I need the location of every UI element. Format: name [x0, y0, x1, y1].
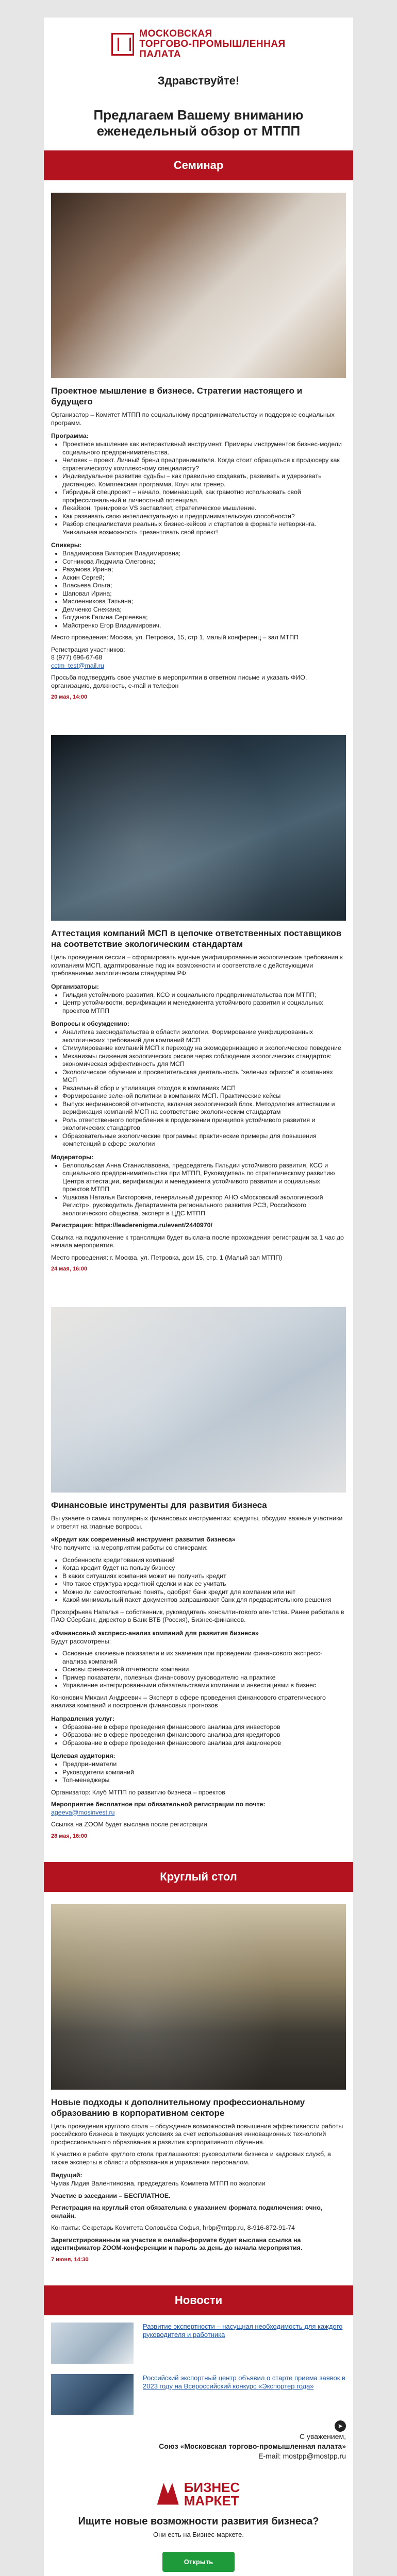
- list-item: • Аналитика законодательства в области экологии. Формирование унифицированных экологических требований для компаний МСП: [62, 1028, 346, 1044]
- news-thumb[interactable]: [51, 2374, 134, 2415]
- reg-link-text[interactable]: Регистрация: https://leaderenigma.ru/event/2440970/: [51, 1222, 213, 1229]
- free-note: Мероприятие бесплатное при обязательной регистрации по почте:: [51, 1801, 266, 1808]
- telegram-icon[interactable]: ➤: [335, 2420, 346, 2432]
- event-note: Просьба подтвердить свое участие в мероприятии в ответном письме и указать ФИО, организацию, должность, e-mail и телефон: [51, 674, 307, 689]
- list-item: • Основы финансовой отчетности компании: [62, 1666, 346, 1674]
- bm-logo-line: МАРКЕТ: [184, 2493, 239, 2509]
- event-date: 20 мая, 14:00: [51, 694, 88, 700]
- section-seminar: Семинар: [44, 150, 353, 180]
- list-item: • Какой минимальный пакет документов запрашивают банк для предварительного решения: [62, 1596, 346, 1604]
- list-item: • Шаповал Ирина;: [62, 590, 346, 598]
- list-item: • Аскин Сергей;: [62, 574, 346, 582]
- list-item: • Сотникова Людмила Олеговна;: [62, 558, 346, 566]
- list-item: • Механизмы снижения экологических рисков через соблюдение экологических стандартов: экономическая эффективность для МСП: [62, 1053, 346, 1069]
- event-organizer: Организатор: Клуб МТПП по развитию бизнеса – проектов: [51, 1788, 225, 1796]
- news-item: [44, 2367, 353, 2418]
- list-item: • Образование в сфере проведения финансового анализа для инвесторов: [62, 1723, 346, 1732]
- moderators-list: [62, 1162, 346, 1218]
- sub-label: Что получите на мероприятии работы со спикерами:: [51, 1544, 208, 1551]
- list-item: • Центр устойчивости, верификации и менеджмента устойчивого развития и социальных проектов МТПП: [62, 999, 346, 1015]
- list-item: • Управление интегрированными обязательствами компании и инвестициями в бизнес: [62, 1682, 346, 1690]
- event-date: 28 мая, 16:00: [51, 1833, 88, 1839]
- email-link[interactable]: ageeva@mosinvest.ru: [51, 1808, 115, 1816]
- label: «Финансовый экспресс-анализ компаний для развития бизнеса»: [51, 1629, 259, 1637]
- list-item: • Формирование зеленой политики в компаниях МСП. Практические кейсы: [62, 1092, 346, 1100]
- sub-label: Будут рассмотрены:: [51, 1637, 111, 1645]
- sign-line[interactable]: E-mail: mostpp@mostpp.ru: [258, 2451, 346, 2460]
- event-title[interactable]: Проектное мышление в бизнесе. Стратегии настоящего и будущего: [51, 386, 303, 406]
- event-photo[interactable]: [51, 193, 346, 378]
- logo-text: [139, 29, 285, 60]
- event-organizer: Организатор – Комитет МТПП по социальному предпринимательству и поддержке социальных программ.: [51, 411, 335, 427]
- free-note: Участие в заседании – БЕСПЛАТНОЕ.: [51, 2192, 171, 2199]
- event-date: 24 мая, 16:00: [51, 1266, 88, 1272]
- email-body: [44, 0, 353, 2576]
- event-intro: Вы узнаете о самых популярных финансовых инструментах: кредиты, обсудим важные участники и ответят на главные вопросы.: [51, 1515, 343, 1530]
- logo-line: МОСКОВСКАЯ: [139, 28, 212, 39]
- list-item: • Богданов Галина Сергеевна;: [62, 614, 346, 622]
- event-card: [44, 1295, 353, 1862]
- list-item: • Власьева Ольга;: [62, 582, 346, 590]
- event-reg: [51, 2204, 346, 2220]
- list-item: • Ушакова Наталья Викторовна, генеральный директор АНО «Московский экологический Регистр», руководитель Департамента регионального развития РСЭ, Российского экологического общества, эксперт в ЦДС МТПП: [62, 1194, 346, 1218]
- program-list: [62, 440, 346, 536]
- event-contacts: Контакты: Секретарь Комитета Соловьёва Софья, hrbp@mtpp.ru, 8-916-872-91-74: [51, 2224, 295, 2231]
- reg-label: Регистрация участников:: [51, 646, 125, 653]
- list-item: • Когда кредит будет на пользу бизнесу: [62, 1564, 346, 1572]
- label: Вопросы к обсуждению:: [51, 1020, 129, 1027]
- event-place: Место проведения: г. Москва, ул. Петровка, дом 15, стр. 1 (Малый зал МТПП): [51, 1253, 283, 1261]
- list-item: • Топ-менеджеры: [62, 1776, 346, 1785]
- business-market-icon: [157, 2483, 179, 2505]
- label: Направления услуг:: [51, 1715, 114, 1722]
- event-title[interactable]: Финансовые инструменты для развития бизнеса: [51, 1500, 267, 1510]
- list-item: • Лекайзон, тренировки VS заставляет, стратегическое мышление.: [62, 504, 346, 513]
- open-button[interactable]: Открыть: [162, 2552, 235, 2572]
- label: Модераторы:: [51, 1153, 94, 1161]
- signature: [44, 2418, 353, 2472]
- speaker: Кононович Михаил Андреевич – Эксперт в сфере проведения финансового стратегического анализа компаний и построения финансовых прогнозов: [51, 1693, 326, 1709]
- event-photo[interactable]: [51, 1904, 346, 2090]
- list-item: • В каких ситуациях компания может не получить кредит: [62, 1572, 346, 1581]
- event-card: [44, 1892, 353, 2285]
- lead-title: Предлагаем Вашему вниманию еженедельный обзор от МТПП: [93, 107, 304, 139]
- event-free: [51, 2192, 346, 2200]
- event-zoom: [51, 2236, 346, 2252]
- event-reg: [51, 646, 346, 670]
- list-item: • Раздельный сбор и утилизация отходов в компаниях МСП: [62, 1084, 346, 1093]
- label: Целевая аудитория:: [51, 1752, 115, 1759]
- email-link[interactable]: cctm_test@mail.ru: [51, 662, 104, 669]
- sign-line: Союз «Московская торгово-промышленная палата»: [159, 2442, 346, 2450]
- news-thumb[interactable]: [51, 2323, 134, 2364]
- list-item: • Проектное мышление как интерактивный инструмент. Примеры инструментов бизнес-модели социального предпринимательства.: [62, 440, 346, 456]
- event-photo[interactable]: [51, 735, 346, 921]
- list-item: • Руководители компаний: [62, 1769, 346, 1777]
- list-item: • Гибридный спецпроект – начало, поминающий, как грамотно использовать свой профессиональный и личностный потенциал.: [62, 488, 346, 504]
- event-goal: Цель проведения круглого стола – обсуждение возможностей повышения эффективности работы российского бизнеса в текущих условиях за счёт использования инновационных технологий профессионального образования и развития корпоративного обучения.: [51, 2122, 343, 2146]
- list-item: • Образование в сфере проведения финансового анализа для кредиторов: [62, 1731, 346, 1739]
- event-photo[interactable]: [51, 1307, 346, 1493]
- list-item: • Выпуск нефинансовой отчетности, включая экологический блок. Методология аттестации и верификация компаний МСП на соответствие экологическим стандартам: [62, 1100, 346, 1116]
- label: Ведущий:: [51, 2172, 82, 2179]
- sign-line: С уважением,: [299, 2432, 346, 2441]
- audience-list: [62, 1760, 346, 1785]
- list-item: • Экологическое обучение и просветительская деятельность "зеленых офисов" в компаниях МСП: [62, 1069, 346, 1084]
- news-link[interactable]: Развитие экспертности – насущная необходимость для каждого руководителя и работника: [143, 2322, 343, 2338]
- questions-list: [62, 1028, 346, 1148]
- list-item: • Образование в сфере проведения финансового анализа для акционеров: [62, 1739, 346, 1748]
- business-market-block: [44, 2472, 353, 2576]
- speakers-list: [62, 550, 346, 630]
- list-item: • Разумова Ирина;: [62, 566, 346, 574]
- list-item: • Особенности кредитования компаний: [62, 1556, 346, 1565]
- list-item: • Как развивать свою интеллектуальную и предпринимательскую способности?: [62, 513, 346, 521]
- header: [44, 18, 353, 65]
- list-item: • Демченко Снежана;: [62, 606, 346, 614]
- zoom-note: Зарегистрированным на участие в онлайн-формате будет выслана ссылка на идентификатор ZOOM-конференции и пароль за день до начала мероприятия.: [51, 2236, 303, 2251]
- phone: 8 (977) 696-67-68: [51, 654, 103, 661]
- list-item: • Можно ли самостоятельно понять, одобрят банк кредит для компании или нет: [62, 1588, 346, 1597]
- event-date: 7 июня, 14:30: [51, 2256, 89, 2263]
- list-item: • Владимирова Виктория Владимировна;: [62, 550, 346, 558]
- list-item: • Образовательные экологические программы: практические примеры для повышения компетенций в сфере экологии: [62, 1132, 346, 1148]
- list-item: • Масленникова Татьяна;: [62, 598, 346, 606]
- bm-subtitle: Они есть на Бизнес-маркете.: [153, 2530, 244, 2538]
- list-item: • Гильдия устойчивого развития, КСО и социального предпринимательства при МТПП;: [62, 991, 346, 999]
- topics-list: [62, 1556, 346, 1604]
- top-spacer: [44, 0, 353, 18]
- bm-logo-text: [184, 2481, 240, 2507]
- list-item: • Майстренко Егор Владимирович.: [62, 622, 346, 630]
- speaker: Прохорфьева Наталья – собственник, руководитель консалтингового агентства. Ранее работала в ПАО Сбербанк, директор в Банк ВТБ (Россия), Бизнес-финансов.: [51, 1608, 344, 1623]
- event-free: [51, 1801, 346, 1817]
- list-item: • Человек – проект. Личный бренд предпринимателя. Когда стоит обращаться к продюсеру как стратегическому комплексному специалисту?: [62, 456, 346, 472]
- event-zoom: Ссылка на ZOOM будет выслана после регистрации: [51, 1821, 207, 1828]
- event-card: [44, 723, 353, 1295]
- event-card: [44, 180, 353, 723]
- list-item: • Предприниматели: [62, 1760, 346, 1769]
- label: Организаторы:: [51, 982, 99, 990]
- list-item: • Роль ответственного потребления в продвижении принципов устойчивого развития и экологических стандартов: [62, 1116, 346, 1132]
- event-lead: Чумак Лидия Валентиновна, председатель Комитета МТПП по экологии: [51, 2180, 266, 2187]
- list-item: • Стимулирование компаний МСП к переходу на экомодернизацию и экологическое поведение: [62, 1044, 346, 1053]
- label: «Кредит как современный инструмент развития бизнеса»: [51, 1536, 236, 1543]
- logo-line: ПАЛАТА: [139, 49, 181, 60]
- list-item: • Разбор специалистами реальных бизнес-кейсов и стартапов в формате нетворкинга. Уникальная возможность презентовать свой проект!: [62, 520, 346, 536]
- list-item: • Пример показатели, полезных финансовому руководителю на практике: [62, 1674, 346, 1682]
- list-item: • Что такое структура кредитной сделки и как ее учитать: [62, 1580, 346, 1588]
- section-news: Новости: [44, 2285, 353, 2315]
- list-item: • Белопольская Анна Станиславовна, председатель Гильдии устойчивого развития, КСО и социального предпринимательства при МТПП, Руководитель по стратегическому развитию Центра аттестации, верификации и менеджмента устойчивого развития и социальных проектов МТПП: [62, 1162, 346, 1194]
- section-round-table: Круглый стол: [44, 1862, 353, 1892]
- business-market-logo[interactable]: [157, 2481, 240, 2507]
- event-reg-link[interactable]: [51, 1222, 346, 1230]
- event-goal: Цель проведения сессии – сформировать единые унифицированные экологические требования к компаниям МСП, адаптированные под их возможности и соответствие с действующими требованиями экологическим стандартам РФ: [51, 954, 343, 977]
- list-item: • Основные ключевые показатели и их значения при проведении финансового экспресс-анализа компаний: [62, 1650, 346, 1666]
- logo-line: ТОРГОВО-ПРОМЫШЛЕННАЯ: [139, 39, 286, 49]
- list-item: • Индивидуальное развитие судьбы – как правильно создавать, развивать и удерживать дистанцию. Комплексная программа. Коуч или тренер.: [62, 472, 346, 488]
- label: Спикеры:: [51, 541, 82, 549]
- topics-list: [62, 1650, 346, 1690]
- news-link[interactable]: Российский экспортный центр объявил о старте приема заявок в 2023 году на Всероссийский конкурс «Экспортер года»: [143, 2374, 345, 2390]
- greeting: Здравствуйте!: [157, 74, 240, 87]
- bm-logo-line: БИЗНЕС: [184, 2479, 240, 2495]
- event-who: К участию в работе круглого стола приглашаются: руководители бизнеса и кадровых служб, а также эксперты в области образования и управления персоналом.: [51, 2150, 331, 2166]
- bm-question: Ищите новые возможности развития бизнеса?: [78, 2515, 319, 2527]
- event-title[interactable]: Аттестация компаний МСП в цепочке ответственных поставщиков на соответствие экологическим стандартам: [51, 928, 342, 949]
- event-reg-note: Ссылка на подключение к трансляции будет выслана после прохождения регистрации за 1 час до начала мероприятия.: [51, 1233, 344, 1249]
- services-list: [62, 1723, 346, 1748]
- organizers-list: [62, 991, 346, 1015]
- event-place: Место проведения: Москва, ул. Петровка, 15, стр 1, малый конференц – зал МТПП: [51, 634, 299, 641]
- news-item: [44, 2315, 353, 2367]
- event-title[interactable]: Новые подходы к дополнительному профессиональному образованию в корпоративном секторе: [51, 2097, 305, 2118]
- label: Программа:: [51, 432, 89, 439]
- mtpp-logo[interactable]: [111, 29, 285, 60]
- reg-note: Регистрация на круглый стол обязательна с указанием формата подключения: очно, онлайн.: [51, 2204, 323, 2219]
- mtpp-logo-icon: [111, 33, 134, 56]
